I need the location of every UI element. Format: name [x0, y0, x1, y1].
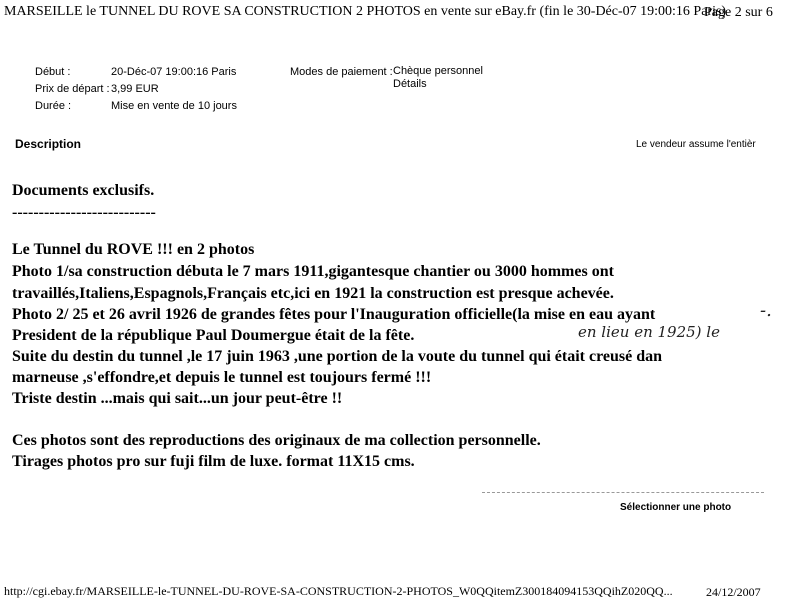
- description-line: Documents exclusifs.: [12, 182, 155, 199]
- debut-label: Début :: [35, 66, 71, 78]
- handwritten-mark: -.: [760, 300, 772, 321]
- description-line: Triste destin ...mais qui sait...un jour peut-être !!: [12, 390, 343, 407]
- prix-value: 3,99 EUR: [111, 83, 159, 95]
- description-heading: Description: [15, 137, 82, 151]
- paiement-value: Chèque personnel: [393, 65, 483, 77]
- description-line: Photo 1/sa construction débuta le 7 mars 1911,gigantesque chantier ou 3000 hommes ont: [12, 263, 614, 280]
- duree-value: Mise en vente de 10 jours: [111, 100, 237, 112]
- description-line: travaillés,Italiens,Espagnols,Français etc,ici en 1921 la construction est presque achevée.: [12, 285, 614, 302]
- debut-value: 20-Déc-07 19:00:16 Paris: [111, 66, 237, 78]
- paiement-label: Modes de paiement :: [290, 66, 393, 78]
- description-line: Tirages photos pro sur fuji film de luxe. format 11X15 cms.: [12, 453, 415, 470]
- prix-label: Prix de départ :: [35, 83, 110, 95]
- duree-label: Durée :: [35, 100, 72, 112]
- description-line: Suite du destin du tunnel ,le 17 juin 1963 ,une portion de la voute du tunnel qui était creusé dan: [12, 348, 663, 365]
- page-title: MARSEILLE le TUNNEL DU ROVE SA CONSTRUCTION 2 PHOTOS en vente sur eBay.fr (fin le 30-Déc-07 19:00:16 Paris): [4, 4, 727, 19]
- select-photo-link[interactable]: Sélectionner une photo: [620, 502, 732, 513]
- footer-date: 24/12/2007: [706, 585, 761, 599]
- description-line: President de la république Paul Doumergue était de la fête.: [12, 327, 415, 344]
- description-line: ---------------------------: [12, 204, 156, 221]
- handwritten-note: en lieu en 1925) le: [578, 323, 720, 341]
- description-line: Le Tunnel du ROVE !!! en 2 photos: [12, 241, 255, 258]
- footer-url: http://cgi.ebay.fr/MARSEILLE-le-TUNNEL-DU-ROVE-SA-CONSTRUCTION-2-PHOTOS_W0QQitemZ300184094153QQihZ020QQ...: [4, 584, 673, 598]
- description-line: Ces photos sont des reproductions des originaux de ma collection personnelle.: [12, 432, 541, 449]
- details-link[interactable]: Détails: [393, 78, 427, 90]
- seller-note: Le vendeur assume l'entièr: [636, 139, 756, 150]
- page-number: Page 2 sur 6: [704, 5, 773, 20]
- description-line: Photo 2/ 25 et 26 avril 1926 de grandes fêtes pour l'Inauguration officielle(la mise en eau ayant: [12, 306, 656, 323]
- description-line: marneuse ,s'effondre,et depuis le tunnel est toujours fermé !!!: [12, 369, 432, 386]
- dashed-divider: [482, 492, 764, 493]
